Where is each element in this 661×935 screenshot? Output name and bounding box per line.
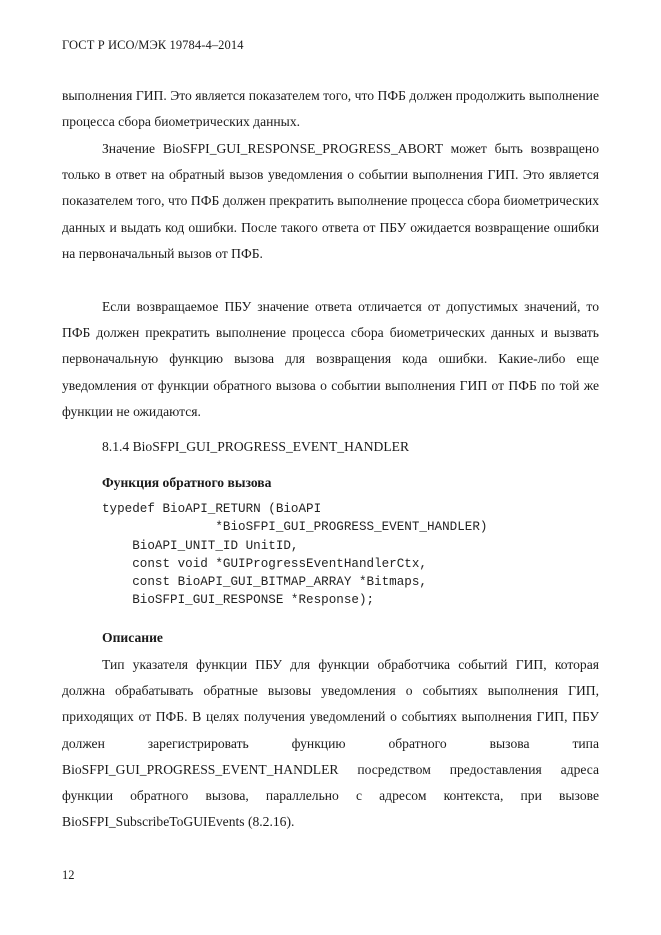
section-heading: 8.1.4 BioSFPI_GUI_PROGRESS_EVENT_HANDLER xyxy=(102,439,410,454)
paragraph-abort xyxy=(62,136,599,267)
function-heading: Функция обратного вызова xyxy=(102,475,272,490)
document-header: ГОСТ Р ИСО/МЭК 19784-4–2014 xyxy=(62,38,244,52)
paragraph-4: Тип указателя функции ПБУ для функции обработчика событий ГИП, которая должна обрабатывать обратные вызовы уведомления о событиях выполнения ГИП, приходящих от ПФБ. В целях получения уведомлений о событиях выполнения ГИП, ПБУ должен зарегистрировать функцию обратного вызова типа BioSFPI_GUI_PROGRESS_EVENT_HANDLER посредством предоставления адреса функции обратного вызова, параллельно с адресом контекста, при вызове BioSFPI_SubscribeToGUIEvents (8.2.16). xyxy=(62,657,599,830)
code-block: typedef BioAPI_RETURN (BioAPI *BioSFPI_GUI_PROGRESS_EVENT_HANDLER) BioAPI_UNIT_ID UnitID, const void *GUIProgressEventHandlerCtx, const BioAPI_GUI_BITMAP_ARRAY *Bitmaps, BioSFPI_GUI_RESPONSE *Response); xyxy=(102,502,488,608)
description-body xyxy=(62,652,599,835)
paragraph-3: Если возвращаемое ПБУ значение ответа отличается от допустимых значений, то ПФБ должен прекратить выполнение процесса сбора биометрических данных и вызвать первоначальную функцию вызова для возвращения кода ошибки. Какие-либо еще уведомления от функции обратного вызова о событии выполнения ГИП от ПФБ по той же функции не ожидаются. xyxy=(62,299,599,419)
paragraph-1: выполнения ГИП. Это является показателем того, что ПФБ должен продолжить выполнение процесса сбора биометрических данных. xyxy=(62,88,599,130)
paragraph-2: Значение BioSFPI_GUI_RESPONSE_PROGRESS_ABORT может быть возвращено только в ответ на обратный вызов уведомления о событии выполнения ГИП. Это является показателем того, что ПФБ должен прекратить выполнение процесса сбора биометрических данных и выдать код ошибки. После такого ответа от ПБУ ожидается возвращение ошибки на первоначальный вызов от ПФБ. xyxy=(62,141,599,261)
description-heading: Описание xyxy=(102,630,163,645)
paragraph-continuation xyxy=(62,83,599,135)
page-number: 12 xyxy=(62,868,75,882)
paragraph-invalid-response xyxy=(62,294,599,425)
